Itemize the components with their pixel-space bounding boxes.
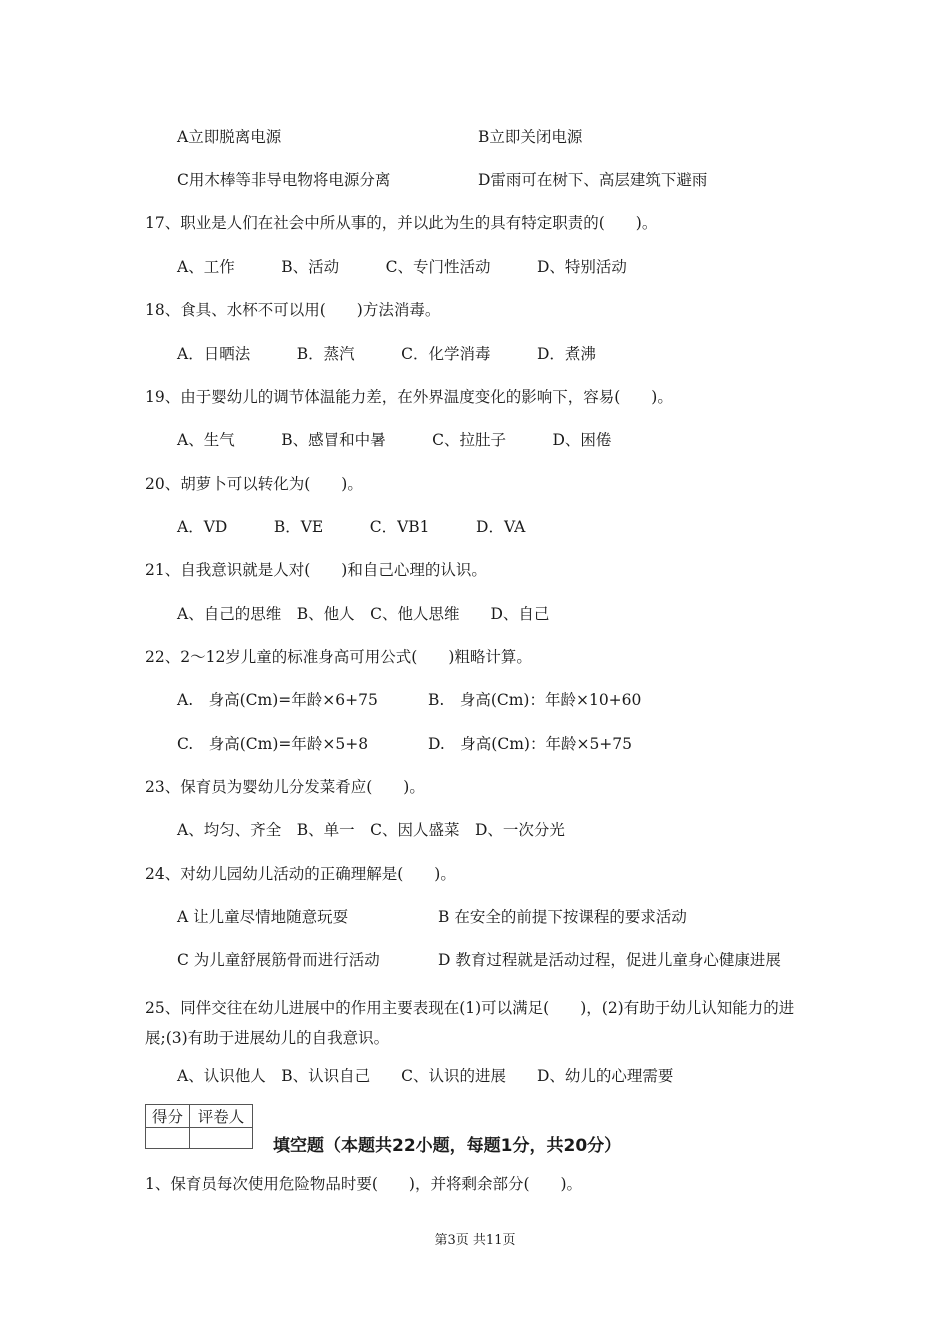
q20-stem: 20、胡萝卜可以转化为( )。 — [145, 475, 363, 493]
q20-options: A．VD B．VE C．VB1 D．VA — [177, 518, 526, 536]
q19-options: A、生气 B、感冒和中暑 C、拉肚子 D、困倦 — [177, 431, 612, 449]
page-footer: 第3页 共11页 — [434, 1233, 516, 1248]
grader-cell — [190, 1128, 253, 1149]
q24-option-b: B 在安全的前提下按课程的要求活动 — [438, 908, 687, 926]
q21-options: A、自己的思维 B、他人 C、他人思维 D、自己 — [177, 605, 550, 623]
score-label: 得分 — [146, 1105, 190, 1128]
q22-option-b: B. 身高(Cm)：年龄×10+60 — [428, 691, 642, 709]
grader-label: 评卷人 — [190, 1105, 253, 1128]
q24-option-a: A 让儿童尽情地随意玩耍 — [177, 908, 349, 926]
q22-option-d: D. 身高(Cm)：年龄×5+75 — [428, 735, 633, 753]
q17-options: A、工作 B、活动 C、专门性活动 D、特别活动 — [177, 258, 627, 276]
q16-option-c: C用木棒等非导电物将电源分离 — [177, 171, 391, 189]
q16-option-a: A立即脱离电源 — [177, 128, 282, 146]
q17-stem: 17、职业是人们在社会中所从事的，并以此为生的具有特定职责的( )。 — [145, 214, 658, 232]
q24-stem: 24、对幼儿园幼儿活动的正确理解是( )。 — [145, 865, 456, 883]
q25-stem: 25、同伴交往在幼儿进展中的作用主要表现在(1)可以满足( )，(2)有助于幼儿认知能力的进展;(3)有助于进展幼儿的自我意识。 — [145, 999, 795, 1047]
q25-options: A、认识他人 B、认识自己 C、认识的进展 D、幼儿的心理需要 — [177, 1067, 674, 1085]
score-box — [145, 1104, 253, 1148]
q22-stem: 22、2～12岁儿童的标准身高可用公式( )粗略计算。 — [145, 648, 532, 666]
q24-option-d: D 教育过程就是活动过程，促进儿童身心健康进展 — [438, 951, 781, 969]
q19-stem: 19、由于婴幼儿的调节体温能力差，在外界温度变化的影响下，容易( )。 — [145, 388, 673, 406]
fill1-stem: 1、保育员每次使用危险物品时要( )，并将剩余部分( )。 — [145, 1175, 583, 1193]
q16-option-b: B立即关闭电源 — [478, 128, 583, 146]
q21-stem: 21、自我意识就是人对( )和自己心理的认识。 — [145, 561, 487, 579]
q22-option-c: C. 身高(Cm)=年龄×5+8 — [177, 735, 369, 753]
q23-options: A、均匀、齐全 B、单一 C、因人盛菜 D、一次分光 — [177, 821, 565, 839]
q22-option-a: A. 身高(Cm)=年龄×6+75 — [177, 691, 378, 709]
section-title: 填空题（本题共22小题，每题1分，共20分） — [273, 1136, 622, 1156]
q24-option-c: C 为儿童舒展筋骨而进行活动 — [177, 951, 380, 969]
score-cell — [146, 1128, 190, 1149]
q18-options: A．日晒法 B．蒸汽 C．化学消毒 D．煮沸 — [177, 345, 596, 363]
q18-stem: 18、食具、水杯不可以用( )方法消毒。 — [145, 301, 441, 319]
q23-stem: 23、保育员为婴幼儿分发菜肴应( )。 — [145, 778, 425, 796]
q16-option-d: D雷雨可在树下、高层建筑下避雨 — [478, 171, 708, 189]
